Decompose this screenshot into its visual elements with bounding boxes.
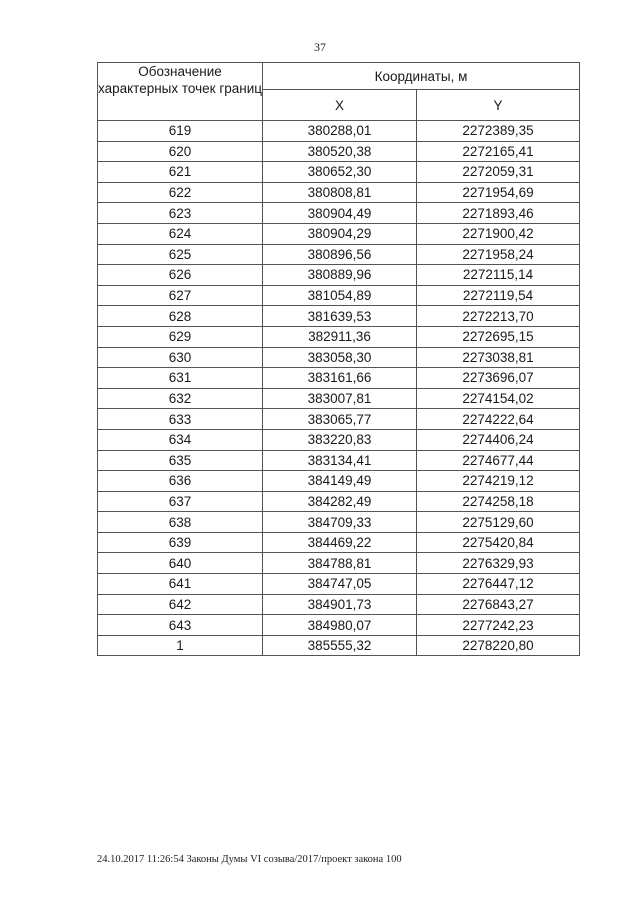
page-number: 37: [314, 40, 326, 54]
point-designation-cell: 641: [98, 574, 263, 595]
table-row: [98, 429, 580, 450]
y-coordinate-cell: 2274406,24: [417, 429, 580, 450]
table-row: [98, 347, 580, 368]
point-designation-cell: 625: [98, 244, 263, 265]
table-row: [98, 244, 580, 265]
point-designation-cell: 630: [98, 347, 263, 368]
x-coordinate-cell: 385555,32: [263, 635, 417, 656]
point-designation-cell: 633: [98, 409, 263, 430]
table-row: [98, 471, 580, 492]
y-coordinate-cell: 2272695,15: [417, 326, 580, 347]
point-designation-cell: 623: [98, 203, 263, 224]
y-coordinate-cell: 2272213,70: [417, 306, 580, 327]
table-row: [98, 594, 580, 615]
table-row: [98, 182, 580, 203]
y-coordinate-cell: 2271958,24: [417, 244, 580, 265]
point-designation-cell: 622: [98, 182, 263, 203]
point-designation-cell: 636: [98, 471, 263, 492]
point-designation-cell: 632: [98, 388, 263, 409]
table-row: [98, 615, 580, 636]
y-coordinate-cell: 2275420,84: [417, 532, 580, 553]
x-coordinate-cell: 384980,07: [263, 615, 417, 636]
table-row: [98, 512, 580, 533]
x-coordinate-cell: 383065,77: [263, 409, 417, 430]
point-designation-cell: 620: [98, 141, 263, 162]
y-coordinate-cell: 2272119,54: [417, 285, 580, 306]
point-designation-cell: 638: [98, 512, 263, 533]
table-row: [98, 368, 580, 389]
y-coordinate-cell: 2277242,23: [417, 615, 580, 636]
x-coordinate-cell: 380889,96: [263, 265, 417, 286]
table-row: [98, 141, 580, 162]
x-coordinate-cell: 380520,38: [263, 141, 417, 162]
x-coordinate-cell: 381054,89: [263, 285, 417, 306]
y-coordinate-cell: 2272115,14: [417, 265, 580, 286]
x-coordinate-cell: 384788,81: [263, 553, 417, 574]
table-row: [98, 553, 580, 574]
x-coordinate-cell: 380652,30: [263, 162, 417, 183]
coordinates-header: Координаты, м: [263, 63, 580, 90]
y-coordinate-cell: 2273038,81: [417, 347, 580, 368]
y-coordinate-cell: 2271954,69: [417, 182, 580, 203]
y-coordinate-cell: 2271900,42: [417, 223, 580, 244]
table-row: [98, 121, 580, 142]
y-coordinate-cell: 2272389,35: [417, 121, 580, 142]
x-coordinate-cell: 384709,33: [263, 512, 417, 533]
coordinates-table: [97, 62, 580, 656]
table-row: [98, 574, 580, 595]
x-coordinate-cell: 384149,49: [263, 471, 417, 492]
table-row: [98, 409, 580, 430]
table-row: [98, 388, 580, 409]
table-body: [98, 121, 580, 656]
point-designation-cell: 627: [98, 285, 263, 306]
x-column-header: X: [263, 90, 417, 121]
x-coordinate-cell: 382911,36: [263, 326, 417, 347]
x-coordinate-cell: 383134,41: [263, 450, 417, 471]
table-row: [98, 162, 580, 183]
point-designation-cell: 639: [98, 532, 263, 553]
point-designation-cell: 621: [98, 162, 263, 183]
point-designation-cell: 640: [98, 553, 263, 574]
point-designation-cell: 637: [98, 491, 263, 512]
x-coordinate-cell: 380808,81: [263, 182, 417, 203]
point-designation-header: Обозначение характерных точек границ: [98, 63, 263, 121]
table-row: [98, 265, 580, 286]
y-coordinate-cell: 2274154,02: [417, 388, 580, 409]
point-designation-cell: 629: [98, 326, 263, 347]
point-designation-cell: 628: [98, 306, 263, 327]
y-coordinate-cell: 2272165,41: [417, 141, 580, 162]
point-designation-cell: 1: [98, 635, 263, 656]
x-coordinate-cell: 384747,05: [263, 574, 417, 595]
x-coordinate-cell: 380904,49: [263, 203, 417, 224]
x-coordinate-cell: 384469,22: [263, 532, 417, 553]
point-designation-cell: 626: [98, 265, 263, 286]
point-designation-cell: 634: [98, 429, 263, 450]
x-coordinate-cell: 384282,49: [263, 491, 417, 512]
y-coordinate-cell: 2274258,18: [417, 491, 580, 512]
point-designation-cell: 643: [98, 615, 263, 636]
x-coordinate-cell: 380904,29: [263, 223, 417, 244]
y-coordinate-cell: 2271893,46: [417, 203, 580, 224]
y-coordinate-cell: 2272059,31: [417, 162, 580, 183]
point-designation-cell: 635: [98, 450, 263, 471]
point-designation-cell: 642: [98, 594, 263, 615]
point-designation-cell: 631: [98, 368, 263, 389]
y-coordinate-cell: 2276329,93: [417, 553, 580, 574]
table-row: [98, 450, 580, 471]
x-coordinate-cell: 383220,83: [263, 429, 417, 450]
table-row: [98, 326, 580, 347]
point-designation-cell: 624: [98, 223, 263, 244]
x-coordinate-cell: 384901,73: [263, 594, 417, 615]
x-coordinate-cell: 383161,66: [263, 368, 417, 389]
x-coordinate-cell: 383058,30: [263, 347, 417, 368]
y-coordinate-cell: 2274677,44: [417, 450, 580, 471]
x-coordinate-cell: 383007,81: [263, 388, 417, 409]
table-row: [98, 306, 580, 327]
table-row: [98, 491, 580, 512]
table-header: [98, 63, 580, 121]
y-coordinate-cell: 2276843,27: [417, 594, 580, 615]
table-row: [98, 285, 580, 306]
y-column-header: Y: [417, 90, 580, 121]
y-coordinate-cell: 2274219,12: [417, 471, 580, 492]
point-designation-cell: 619: [98, 121, 263, 142]
x-coordinate-cell: 381639,53: [263, 306, 417, 327]
table-row: [98, 532, 580, 553]
x-coordinate-cell: 380288,01: [263, 121, 417, 142]
y-coordinate-cell: 2276447,12: [417, 574, 580, 595]
y-coordinate-cell: 2273696,07: [417, 368, 580, 389]
y-coordinate-cell: 2278220,80: [417, 635, 580, 656]
x-coordinate-cell: 380896,56: [263, 244, 417, 265]
table-row: [98, 635, 580, 656]
y-coordinate-cell: 2274222,64: [417, 409, 580, 430]
table-row: [98, 203, 580, 224]
y-coordinate-cell: 2275129,60: [417, 512, 580, 533]
table-row: [98, 223, 580, 244]
document-footer: 24.10.2017 11:26:54 Законы Думы VI созыва/2017/проект закона 100: [97, 854, 402, 865]
